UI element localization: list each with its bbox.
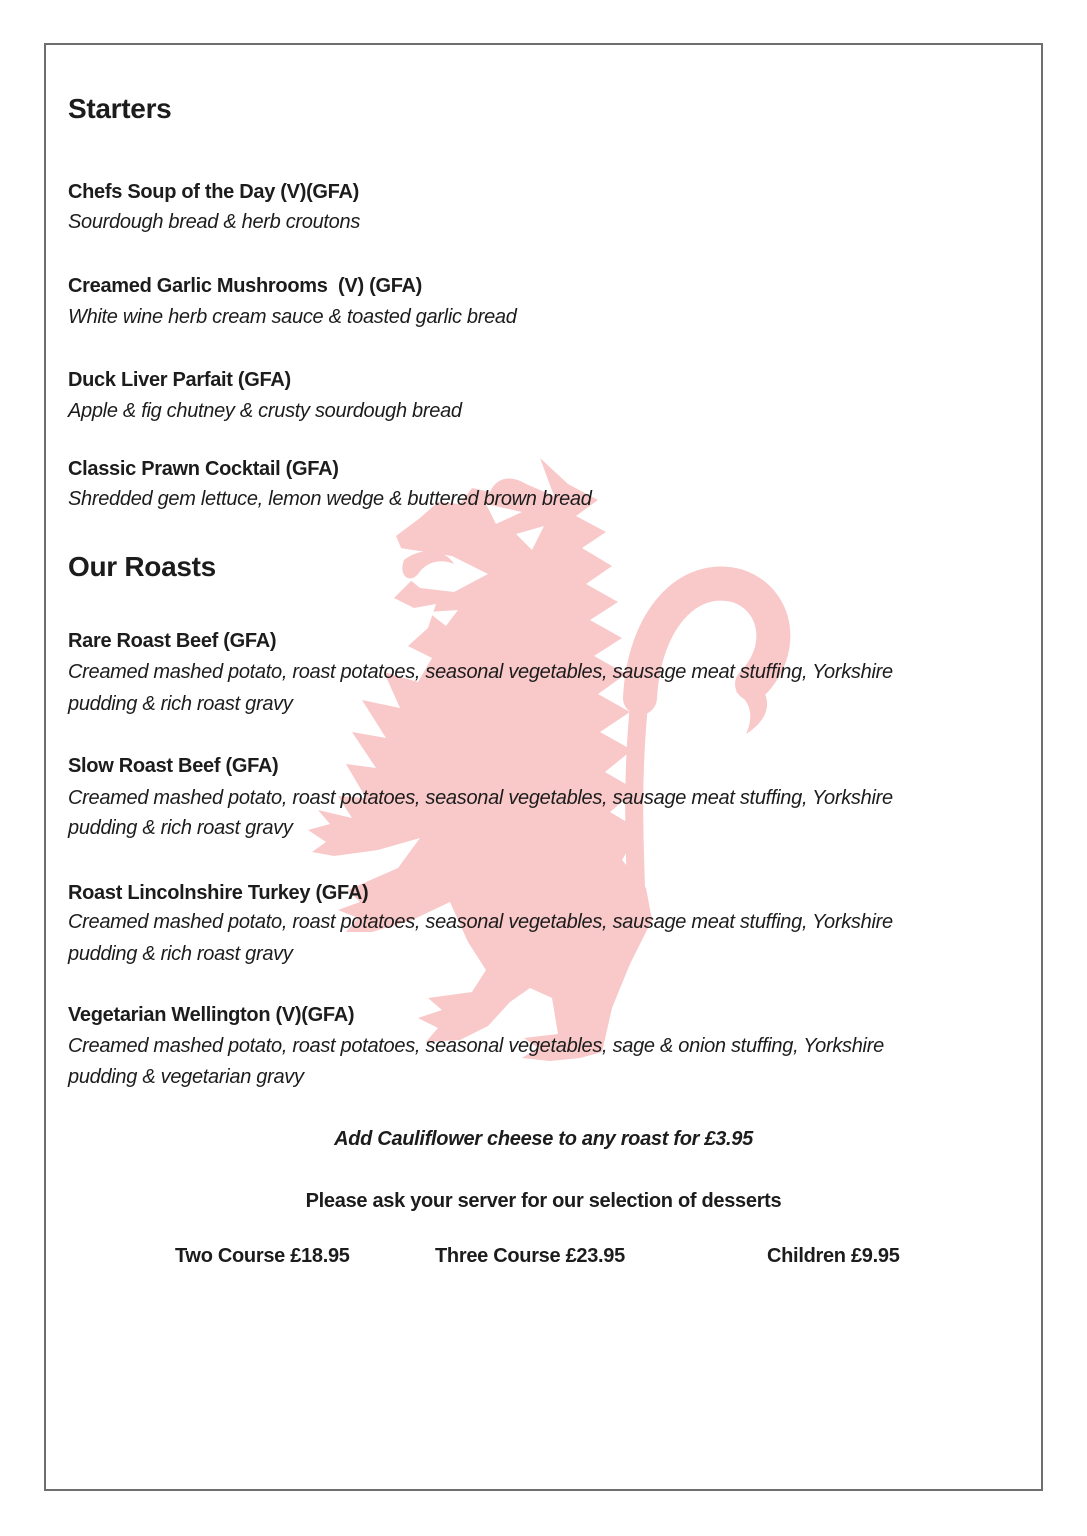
menu-item-name: Chefs Soup of the Day (V)(GFA): [68, 181, 360, 203]
menu-item-description-line: Creamed mashed potato, roast potatoes, seasonal vegetables, sage & onion stuffing, Yorkshire: [68, 1035, 884, 1057]
section-title-starters: Starters: [68, 93, 172, 124]
price-children: Children £9.95: [767, 1245, 900, 1267]
menu-item-description: Shredded gem lettuce, lemon wedge & buttered brown bread: [68, 488, 592, 510]
menu-item-name: Slow Roast Beef (GFA): [68, 755, 279, 777]
menu-item-description-line: pudding & rich roast gravy: [68, 943, 293, 965]
menu-item-name: Classic Prawn Cocktail (GFA): [68, 458, 339, 480]
menu-item-description: White wine herb cream sauce & toasted garlic bread: [68, 306, 517, 328]
price-two-course: Two Course £18.95: [175, 1245, 350, 1267]
menu-item-description-line: Creamed mashed potato, roast potatoes, seasonal vegetables, sausage meat stuffing, Yorkshire: [68, 661, 893, 683]
menu-item-description-line: Creamed mashed potato, roast potatoes, seasonal vegetables, sausage meat stuffing, Yorkshire: [68, 911, 893, 933]
menu-item-description-line: pudding & rich roast gravy: [68, 817, 293, 839]
menu-item-name: Duck Liver Parfait (GFA): [68, 369, 291, 391]
price-three-course: Three Course £23.95: [435, 1245, 625, 1267]
menu-item-description: Apple & fig chutney & crusty sourdough bread: [68, 400, 462, 422]
cauliflower-note: Add Cauliflower cheese to any roast for £3.95: [334, 1128, 753, 1150]
menu-item-description-line: Creamed mashed potato, roast potatoes, seasonal vegetables, sausage meat stuffing, Yorkshire: [68, 787, 893, 809]
menu-item-name: Rare Roast Beef (GFA): [68, 630, 277, 652]
menu-item-name: Creamed Garlic Mushrooms (V) (GFA): [68, 275, 423, 297]
menu-item-description-line: pudding & vegetarian gravy: [68, 1066, 304, 1088]
menu-item-name: Vegetarian Wellington (V)(GFA): [68, 1004, 355, 1026]
section-title-our-roasts: Our Roasts: [68, 551, 216, 582]
menu-item-description-line: pudding & rich roast gravy: [68, 693, 293, 715]
menu-item-name: Roast Lincolnshire Turkey (GFA): [68, 882, 369, 904]
menu-item-description: Sourdough bread & herb croutons: [68, 211, 361, 233]
desserts-note: Please ask your server for our selection of desserts: [305, 1190, 782, 1212]
